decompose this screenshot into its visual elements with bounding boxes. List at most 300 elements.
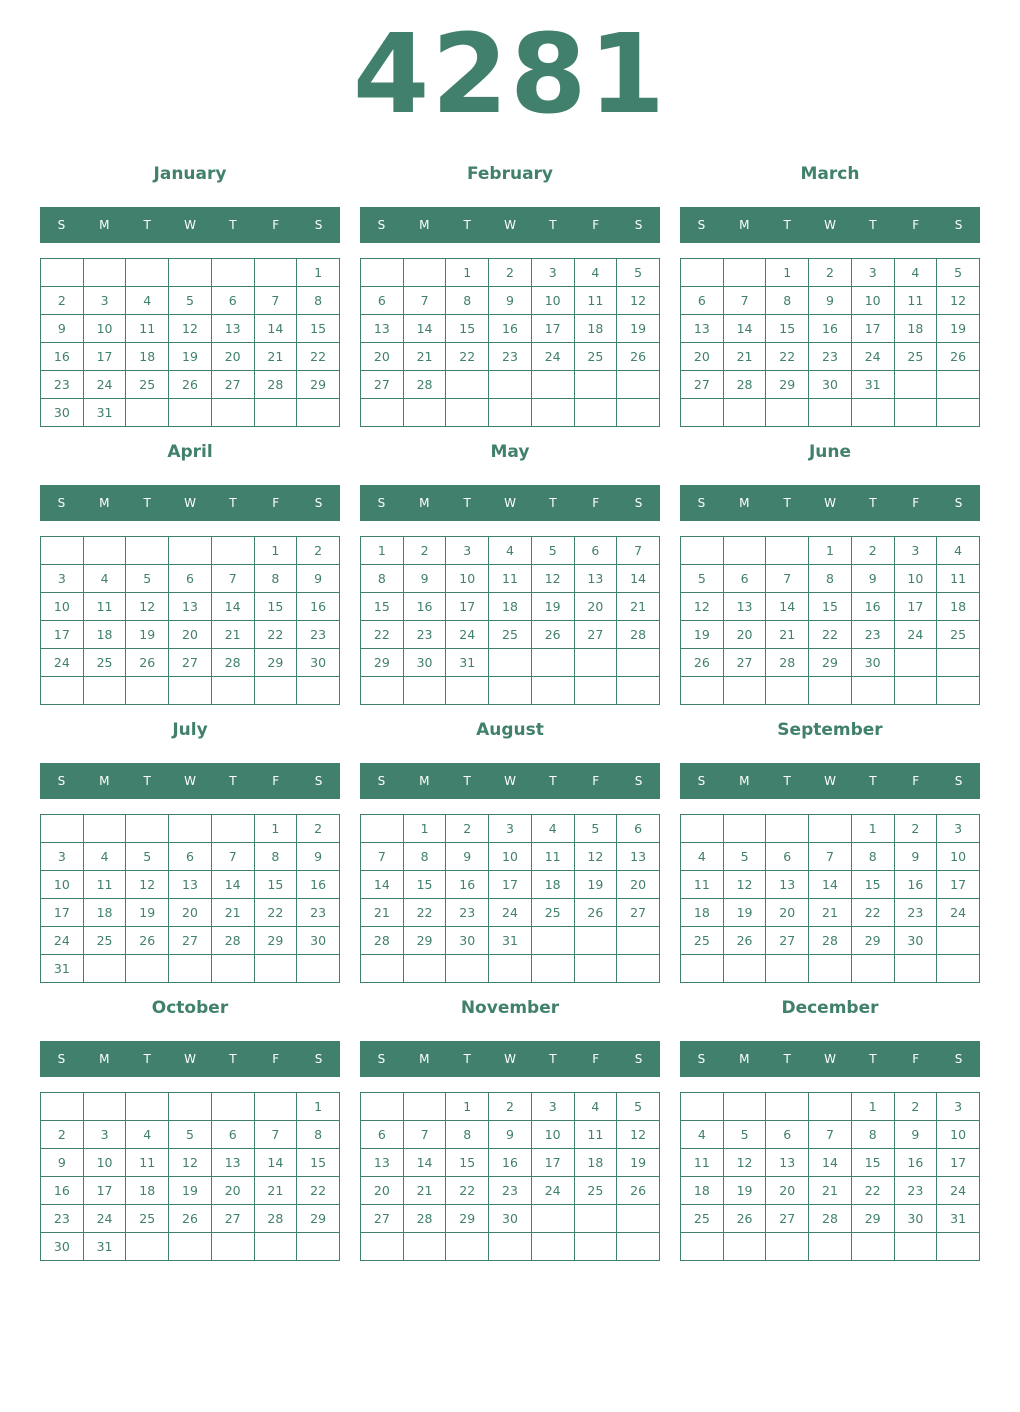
day-cell: 22 <box>851 899 894 927</box>
day-cell: 23 <box>446 899 489 927</box>
day-cell: 29 <box>254 649 297 677</box>
day-cell: 20 <box>766 1177 809 1205</box>
weekday-header-bar <box>360 485 660 521</box>
day-cell: 27 <box>361 371 404 399</box>
day-cell: 22 <box>809 621 852 649</box>
day-cell <box>809 399 852 427</box>
day-cell: 26 <box>617 343 660 371</box>
day-cell: 18 <box>681 1177 724 1205</box>
day-cell: 10 <box>83 1149 126 1177</box>
day-cell <box>489 1233 532 1261</box>
day-cell: 26 <box>723 927 766 955</box>
week-row <box>41 1121 340 1149</box>
weekday-header-bar <box>360 207 660 243</box>
month-name: September <box>777 720 883 740</box>
day-cell <box>937 399 980 427</box>
day-cell: 8 <box>297 1121 340 1149</box>
day-cell: 27 <box>169 927 212 955</box>
day-cell: 2 <box>894 1093 937 1121</box>
weekday-label: W <box>184 496 196 510</box>
day-cell <box>489 955 532 983</box>
weekday-label: F <box>592 774 600 788</box>
day-cell: 8 <box>361 565 404 593</box>
week-row <box>361 565 660 593</box>
day-cell: 30 <box>403 649 446 677</box>
day-cell: 2 <box>41 1121 84 1149</box>
day-cell <box>211 955 254 983</box>
weekday-label: S <box>634 774 643 788</box>
day-cell: 26 <box>531 621 574 649</box>
day-cell: 15 <box>297 315 340 343</box>
day-cell <box>211 537 254 565</box>
day-cell: 28 <box>766 649 809 677</box>
weekday-header-bar <box>40 1041 340 1077</box>
day-cell <box>126 399 169 427</box>
day-cell: 1 <box>851 1093 894 1121</box>
day-cell: 27 <box>766 1205 809 1233</box>
day-cell <box>254 259 297 287</box>
day-cell: 17 <box>531 1149 574 1177</box>
day-cell: 20 <box>361 343 404 371</box>
week-row <box>681 815 980 843</box>
week-row <box>41 815 340 843</box>
weekday-label: W <box>824 218 836 232</box>
week-row <box>361 537 660 565</box>
week-row <box>681 843 980 871</box>
day-cell: 13 <box>169 593 212 621</box>
week-row <box>361 927 660 955</box>
day-cell: 18 <box>937 593 980 621</box>
weekday-label: T <box>869 774 877 788</box>
day-grid <box>40 258 340 427</box>
day-cell: 28 <box>403 371 446 399</box>
day-cell: 5 <box>169 1121 212 1149</box>
weekday-label: W <box>824 496 836 510</box>
day-cell: 29 <box>254 927 297 955</box>
day-cell: 1 <box>297 1093 340 1121</box>
day-grid <box>680 258 980 427</box>
day-cell: 5 <box>617 1093 660 1121</box>
day-cell: 27 <box>574 621 617 649</box>
week-row <box>41 1205 340 1233</box>
weekday-label: S <box>57 218 66 232</box>
day-cell: 29 <box>851 927 894 955</box>
day-cell: 14 <box>809 1149 852 1177</box>
day-cell <box>766 537 809 565</box>
day-cell: 12 <box>723 871 766 899</box>
day-cell: 7 <box>211 843 254 871</box>
day-cell: 15 <box>254 593 297 621</box>
day-cell: 15 <box>851 1149 894 1177</box>
day-cell: 7 <box>211 565 254 593</box>
day-cell <box>361 1093 404 1121</box>
day-cell: 8 <box>297 287 340 315</box>
month-name: January <box>153 164 227 184</box>
day-cell: 25 <box>531 899 574 927</box>
day-cell: 17 <box>851 315 894 343</box>
day-cell: 13 <box>361 1149 404 1177</box>
day-cell <box>766 1093 809 1121</box>
week-row <box>361 1149 660 1177</box>
day-cell: 21 <box>254 343 297 371</box>
day-cell <box>169 815 212 843</box>
day-cell: 26 <box>169 1205 212 1233</box>
day-cell: 10 <box>489 843 532 871</box>
day-cell: 20 <box>211 1177 254 1205</box>
day-cell: 18 <box>681 899 724 927</box>
day-cell: 12 <box>723 1149 766 1177</box>
day-cell: 15 <box>851 871 894 899</box>
weekday-label: M <box>419 1052 430 1066</box>
day-cell: 14 <box>403 315 446 343</box>
day-cell: 19 <box>617 1149 660 1177</box>
day-cell <box>574 399 617 427</box>
weekday-header-bar <box>680 763 980 799</box>
weekday-label: T <box>869 496 877 510</box>
weekday-label: S <box>377 218 386 232</box>
day-cell: 16 <box>403 593 446 621</box>
day-cell: 4 <box>681 843 724 871</box>
day-grid <box>680 536 980 705</box>
day-cell <box>41 677 84 705</box>
week-row <box>361 1177 660 1205</box>
day-cell <box>809 677 852 705</box>
day-cell <box>617 677 660 705</box>
week-row <box>681 955 980 983</box>
day-cell: 10 <box>937 1121 980 1149</box>
day-cell: 30 <box>851 649 894 677</box>
day-cell: 24 <box>41 927 84 955</box>
weekday-label: T <box>783 218 791 232</box>
day-cell: 9 <box>446 843 489 871</box>
day-cell: 11 <box>681 1149 724 1177</box>
day-cell: 13 <box>361 315 404 343</box>
day-cell: 31 <box>83 399 126 427</box>
day-cell <box>851 955 894 983</box>
day-cell: 8 <box>809 565 852 593</box>
day-cell: 22 <box>851 1177 894 1205</box>
day-cell: 4 <box>574 259 617 287</box>
week-row <box>681 677 980 705</box>
day-cell: 27 <box>766 927 809 955</box>
weekday-label: T <box>229 774 237 788</box>
week-row <box>361 315 660 343</box>
day-cell: 17 <box>937 1149 980 1177</box>
month-name: June <box>808 442 852 462</box>
day-cell: 15 <box>254 871 297 899</box>
day-cell: 12 <box>169 315 212 343</box>
day-cell: 25 <box>574 343 617 371</box>
day-cell: 17 <box>41 621 84 649</box>
weekday-label: M <box>99 496 110 510</box>
day-cell: 26 <box>723 1205 766 1233</box>
day-cell: 11 <box>574 287 617 315</box>
day-cell <box>83 955 126 983</box>
day-cell <box>211 677 254 705</box>
day-cell: 31 <box>83 1233 126 1261</box>
day-cell <box>169 677 212 705</box>
week-row <box>41 649 340 677</box>
day-cell: 23 <box>41 371 84 399</box>
weekday-header-bar <box>40 763 340 799</box>
day-grid <box>360 536 660 705</box>
day-cell: 24 <box>851 343 894 371</box>
day-cell: 12 <box>681 593 724 621</box>
day-cell: 22 <box>446 343 489 371</box>
day-cell: 3 <box>489 815 532 843</box>
day-cell: 1 <box>254 815 297 843</box>
weekday-label: T <box>463 218 471 232</box>
weekday-label: F <box>272 218 280 232</box>
day-cell: 2 <box>489 259 532 287</box>
day-cell: 25 <box>83 649 126 677</box>
day-cell: 18 <box>531 871 574 899</box>
day-cell <box>361 1233 404 1261</box>
day-cell: 29 <box>446 1205 489 1233</box>
weekday-label: T <box>783 496 791 510</box>
day-cell: 19 <box>723 1177 766 1205</box>
weekday-header-bar <box>360 763 660 799</box>
week-row <box>361 677 660 705</box>
day-cell: 3 <box>83 1121 126 1149</box>
weekday-label: M <box>99 774 110 788</box>
day-cell: 21 <box>403 1177 446 1205</box>
day-cell <box>937 677 980 705</box>
day-cell <box>211 1093 254 1121</box>
day-cell: 9 <box>809 287 852 315</box>
month-name: April <box>167 442 213 462</box>
day-cell: 6 <box>766 843 809 871</box>
weekday-label: M <box>419 774 430 788</box>
day-cell: 11 <box>126 1149 169 1177</box>
day-cell: 13 <box>766 871 809 899</box>
day-cell: 13 <box>211 1149 254 1177</box>
day-cell: 11 <box>126 315 169 343</box>
weekday-label: W <box>504 1052 516 1066</box>
week-row <box>41 1177 340 1205</box>
day-cell: 9 <box>894 1121 937 1149</box>
day-cell <box>126 955 169 983</box>
weekday-label: S <box>634 496 643 510</box>
day-cell: 1 <box>851 815 894 843</box>
day-cell: 9 <box>894 843 937 871</box>
week-row <box>41 371 340 399</box>
weekday-label: F <box>912 1052 920 1066</box>
day-cell <box>681 815 724 843</box>
day-cell: 2 <box>489 1093 532 1121</box>
day-cell <box>617 649 660 677</box>
day-cell: 9 <box>297 843 340 871</box>
day-cell: 4 <box>681 1121 724 1149</box>
day-cell: 19 <box>531 593 574 621</box>
day-grid <box>360 258 660 427</box>
day-cell: 9 <box>489 1121 532 1149</box>
weekday-label: W <box>184 218 196 232</box>
day-cell: 26 <box>126 927 169 955</box>
day-cell <box>211 1233 254 1261</box>
day-cell: 30 <box>297 649 340 677</box>
day-cell: 12 <box>126 593 169 621</box>
day-cell: 11 <box>83 871 126 899</box>
day-cell <box>403 955 446 983</box>
weekday-label: M <box>739 774 750 788</box>
day-cell: 13 <box>574 565 617 593</box>
day-cell <box>126 259 169 287</box>
day-cell: 13 <box>766 1149 809 1177</box>
day-cell <box>446 371 489 399</box>
week-row <box>361 871 660 899</box>
week-row <box>41 565 340 593</box>
weekday-label: W <box>824 774 836 788</box>
day-cell <box>681 259 724 287</box>
weekday-header-bar <box>40 485 340 521</box>
day-cell: 14 <box>617 565 660 593</box>
day-cell <box>403 677 446 705</box>
day-cell <box>403 1233 446 1261</box>
day-cell: 22 <box>254 899 297 927</box>
day-cell: 18 <box>126 343 169 371</box>
day-cell: 8 <box>403 843 446 871</box>
day-cell: 17 <box>489 871 532 899</box>
day-cell: 21 <box>809 1177 852 1205</box>
day-cell: 10 <box>937 843 980 871</box>
weekday-label: F <box>272 496 280 510</box>
week-row <box>681 1093 980 1121</box>
weekday-label: S <box>377 1052 386 1066</box>
week-row <box>41 287 340 315</box>
day-cell: 11 <box>937 565 980 593</box>
day-cell: 19 <box>723 899 766 927</box>
day-cell <box>723 537 766 565</box>
week-row <box>41 677 340 705</box>
day-cell: 16 <box>446 871 489 899</box>
day-cell <box>489 399 532 427</box>
day-cell: 23 <box>809 343 852 371</box>
day-cell: 26 <box>574 899 617 927</box>
week-row <box>681 593 980 621</box>
day-cell: 19 <box>169 343 212 371</box>
day-cell: 29 <box>809 649 852 677</box>
day-cell <box>681 1093 724 1121</box>
day-cell: 10 <box>446 565 489 593</box>
weekday-label: W <box>184 774 196 788</box>
day-cell <box>723 815 766 843</box>
weekday-label: T <box>783 774 791 788</box>
day-cell <box>83 677 126 705</box>
day-cell: 6 <box>617 815 660 843</box>
day-cell <box>361 815 404 843</box>
day-cell: 23 <box>894 899 937 927</box>
day-cell: 3 <box>41 565 84 593</box>
day-cell: 14 <box>361 871 404 899</box>
day-cell: 1 <box>361 537 404 565</box>
day-cell: 12 <box>937 287 980 315</box>
day-cell: 16 <box>489 315 532 343</box>
day-cell <box>126 815 169 843</box>
day-cell: 28 <box>211 927 254 955</box>
day-cell <box>809 1233 852 1261</box>
day-cell: 3 <box>446 537 489 565</box>
day-cell: 17 <box>937 871 980 899</box>
day-cell <box>723 1233 766 1261</box>
weekday-label: S <box>954 1052 963 1066</box>
day-cell: 23 <box>851 621 894 649</box>
day-cell <box>574 927 617 955</box>
day-cell: 12 <box>531 565 574 593</box>
day-cell: 18 <box>574 315 617 343</box>
weekday-label: T <box>229 496 237 510</box>
day-grid <box>40 814 340 983</box>
day-cell: 28 <box>617 621 660 649</box>
weekday-label: T <box>549 1052 557 1066</box>
weekday-label: T <box>549 496 557 510</box>
weekday-header-bar <box>680 485 980 521</box>
day-cell <box>83 1093 126 1121</box>
day-cell: 10 <box>851 287 894 315</box>
day-cell: 21 <box>361 899 404 927</box>
week-row <box>681 315 980 343</box>
day-cell <box>41 537 84 565</box>
day-cell: 19 <box>126 899 169 927</box>
day-cell: 22 <box>403 899 446 927</box>
day-cell: 1 <box>446 1093 489 1121</box>
day-cell: 9 <box>41 1149 84 1177</box>
day-cell: 31 <box>937 1205 980 1233</box>
day-cell: 4 <box>489 537 532 565</box>
week-row <box>41 399 340 427</box>
week-row <box>681 343 980 371</box>
day-cell: 4 <box>531 815 574 843</box>
week-row <box>361 1093 660 1121</box>
weekday-label: W <box>824 1052 836 1066</box>
day-cell: 14 <box>211 871 254 899</box>
day-cell: 27 <box>681 371 724 399</box>
day-cell: 23 <box>894 1177 937 1205</box>
day-cell: 21 <box>403 343 446 371</box>
day-cell: 24 <box>894 621 937 649</box>
day-cell: 26 <box>126 649 169 677</box>
day-cell <box>169 955 212 983</box>
week-row <box>681 537 980 565</box>
weekday-label: S <box>697 1052 706 1066</box>
day-cell <box>894 371 937 399</box>
day-cell: 5 <box>723 1121 766 1149</box>
day-cell: 6 <box>574 537 617 565</box>
day-cell: 10 <box>41 593 84 621</box>
weekday-header-bar <box>40 207 340 243</box>
day-cell <box>531 399 574 427</box>
weekday-label: S <box>314 218 323 232</box>
day-cell: 6 <box>169 565 212 593</box>
day-cell <box>169 537 212 565</box>
day-cell: 15 <box>766 315 809 343</box>
day-cell: 9 <box>489 287 532 315</box>
day-cell: 16 <box>851 593 894 621</box>
day-cell: 10 <box>41 871 84 899</box>
week-row <box>681 871 980 899</box>
day-cell <box>894 955 937 983</box>
week-row <box>361 593 660 621</box>
day-cell <box>681 677 724 705</box>
weekday-label: T <box>463 496 471 510</box>
day-cell <box>446 955 489 983</box>
day-cell <box>574 649 617 677</box>
day-cell: 8 <box>766 287 809 315</box>
day-cell: 20 <box>169 899 212 927</box>
day-cell: 9 <box>403 565 446 593</box>
day-cell <box>574 1205 617 1233</box>
day-cell: 1 <box>297 259 340 287</box>
